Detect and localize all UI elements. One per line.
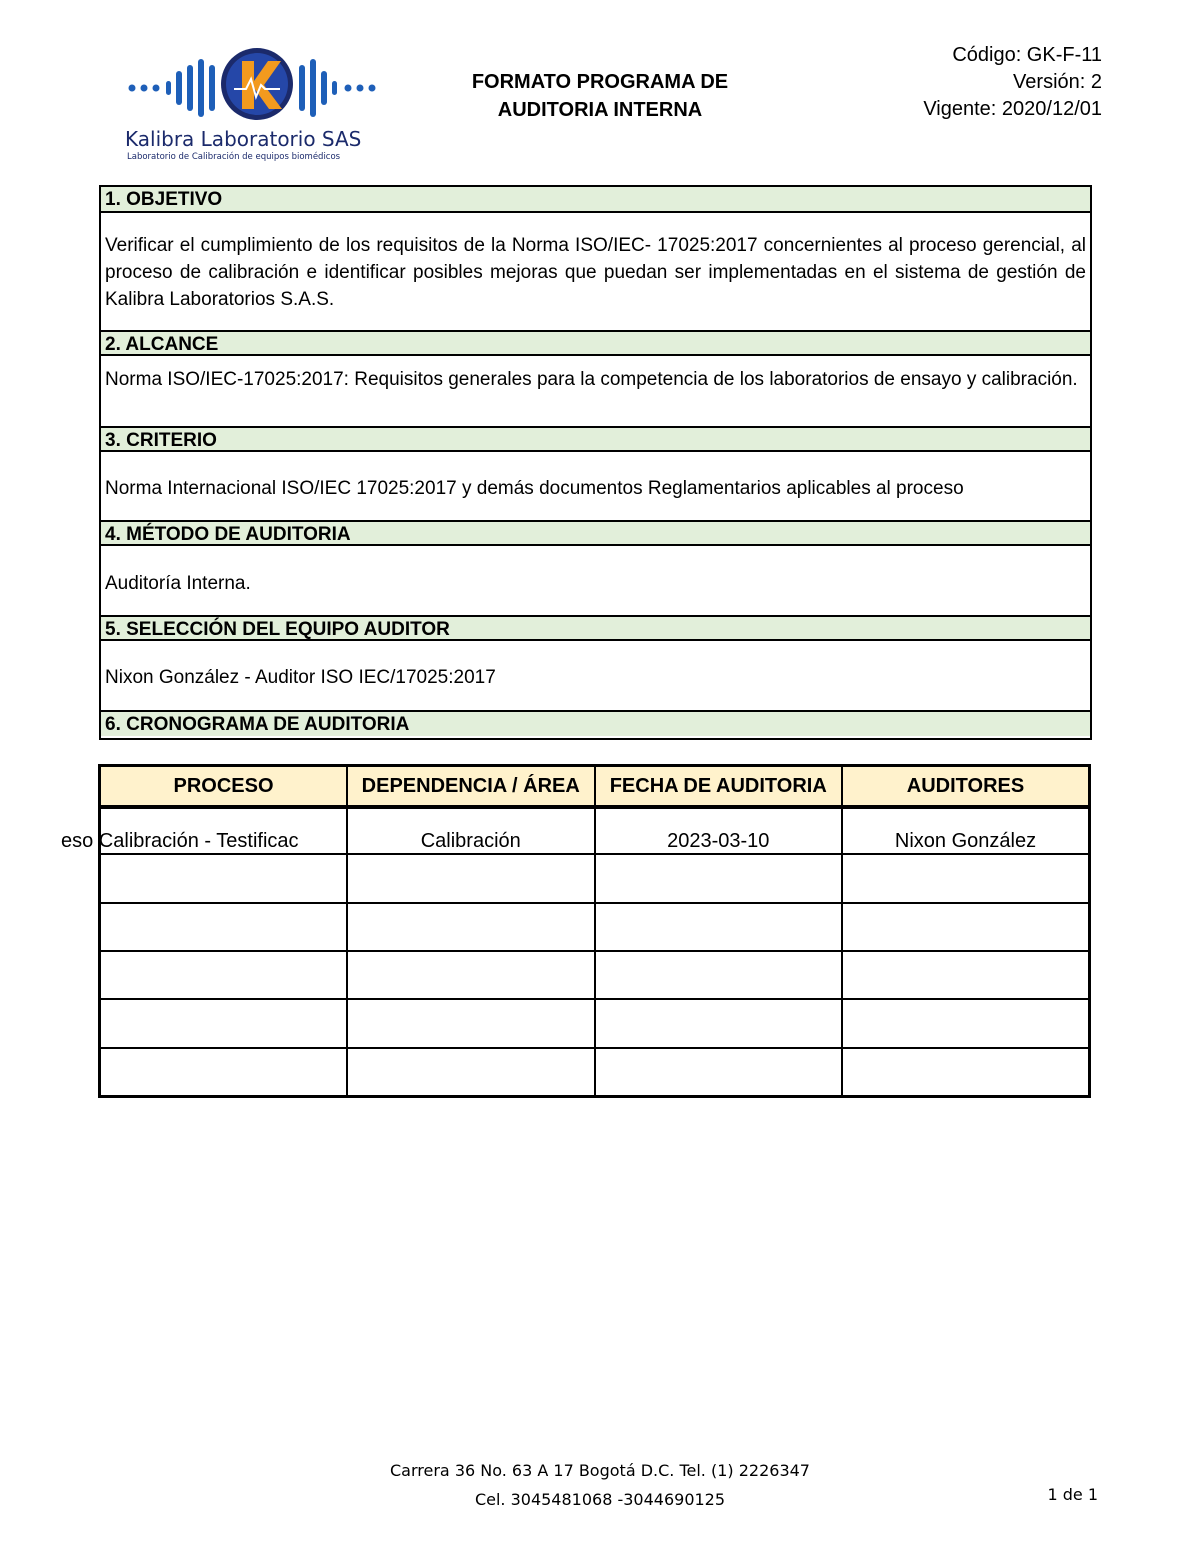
page-number: 1 de 1 [1047,1485,1098,1504]
empty-cell [595,1048,843,1097]
column-header-area: DEPENDENCIA / ÁREA [347,766,595,808]
empty-cell [347,1048,595,1097]
empty-cell [100,854,348,902]
empty-cell [842,903,1090,951]
empty-cell [842,999,1090,1047]
document-meta [923,42,1102,123]
schedule-header-row [100,766,1090,808]
empty-cell [842,854,1090,902]
title-line-2: AUDITORIA INTERNA [497,99,703,121]
sections-box [99,185,1092,740]
section-scope-heading: 2. ALCANCE [101,330,1090,356]
document-valid-date: Vigente: 2020/12/01 [923,98,1102,120]
table-row [100,807,1090,854]
column-header-date: FECHA DE AUDITORIA [595,766,843,808]
document-title [430,68,770,124]
title-line-1: FORMATO PROGRAMA DE [471,71,729,93]
empty-cell [595,999,843,1047]
column-header-process: PROCESO [100,766,348,808]
empty-cell [595,951,843,999]
empty-cell [347,903,595,951]
cell-date: 2023-03-10 [595,807,843,854]
table-row [100,1048,1090,1097]
section-criteria-body: Norma Internacional ISO/IEC 17025:2017 y demás documentos Reglamentarios aplicables al proceso [105,478,964,499]
table-row [100,903,1090,951]
empty-cell [347,999,595,1047]
column-header-auditors: AUDITORES [842,766,1090,808]
section-schedule-heading: 6. CRONOGRAMA DE AUDITORIA [101,710,1090,736]
footer-phones: Cel. 3045481068 -3044690125 [474,1490,726,1509]
section-method-heading: 4. MÉTODO DE AUDITORIA [101,520,1090,546]
empty-cell [842,951,1090,999]
empty-cell [842,1048,1090,1097]
empty-cell [595,854,843,902]
section-scope-body: Norma ISO/IEC-17025:2017: Requisitos generales para la competencia de los laboratorios de ensayo y calibración. [105,369,1078,390]
company-logo [122,45,392,165]
cell-process: eso Calibración - Testificac [100,807,348,854]
empty-cell [347,854,595,902]
empty-cell [100,951,348,999]
section-method-body: Auditoría Interna. [105,573,251,594]
table-row [100,999,1090,1047]
cell-area: Calibración [347,807,595,854]
page-footer [300,1456,900,1514]
section-team-heading: 5. SELECCIÓN DEL EQUIPO AUDITOR [101,615,1090,641]
empty-cell [100,999,348,1047]
document-code: Código: GK-F-11 [952,44,1102,66]
footer-address: Carrera 36 No. 63 A 17 Bogotá D.C. Tel. (1) 2226347 [390,1461,810,1480]
cell-auditors: Nixon González [842,807,1090,854]
section-criteria-heading: 3. CRITERIO [101,426,1090,452]
document-version: Versión: 2 [1013,71,1102,93]
section-objective-body: Verificar el cumplimiento de los requisitos de la Norma ISO/IEC- 17025:2017 concernientes al proceso gerencial, al proceso de calibración e identificar posibles mejoras que puedan ser implementadas en el sistema de gestión de Kalibra Laboratorios S.A.S. [105,235,1086,310]
empty-cell [347,951,595,999]
table-row [100,951,1090,999]
logo-graphic [122,45,392,165]
schedule-table [61,764,1091,1098]
empty-cell [100,903,348,951]
table-row [100,854,1090,902]
company-name: Kalibra Laboratorio SAS [125,127,362,151]
company-tagline: Laboratorio de Calibración de equipos biomédicos [127,152,341,162]
section-team-body: Nixon González - Auditor ISO IEC/17025:2017 [105,667,496,688]
section-objective-heading: 1. OBJETIVO [101,187,1090,213]
empty-cell [595,903,843,951]
empty-cell [100,1048,348,1097]
